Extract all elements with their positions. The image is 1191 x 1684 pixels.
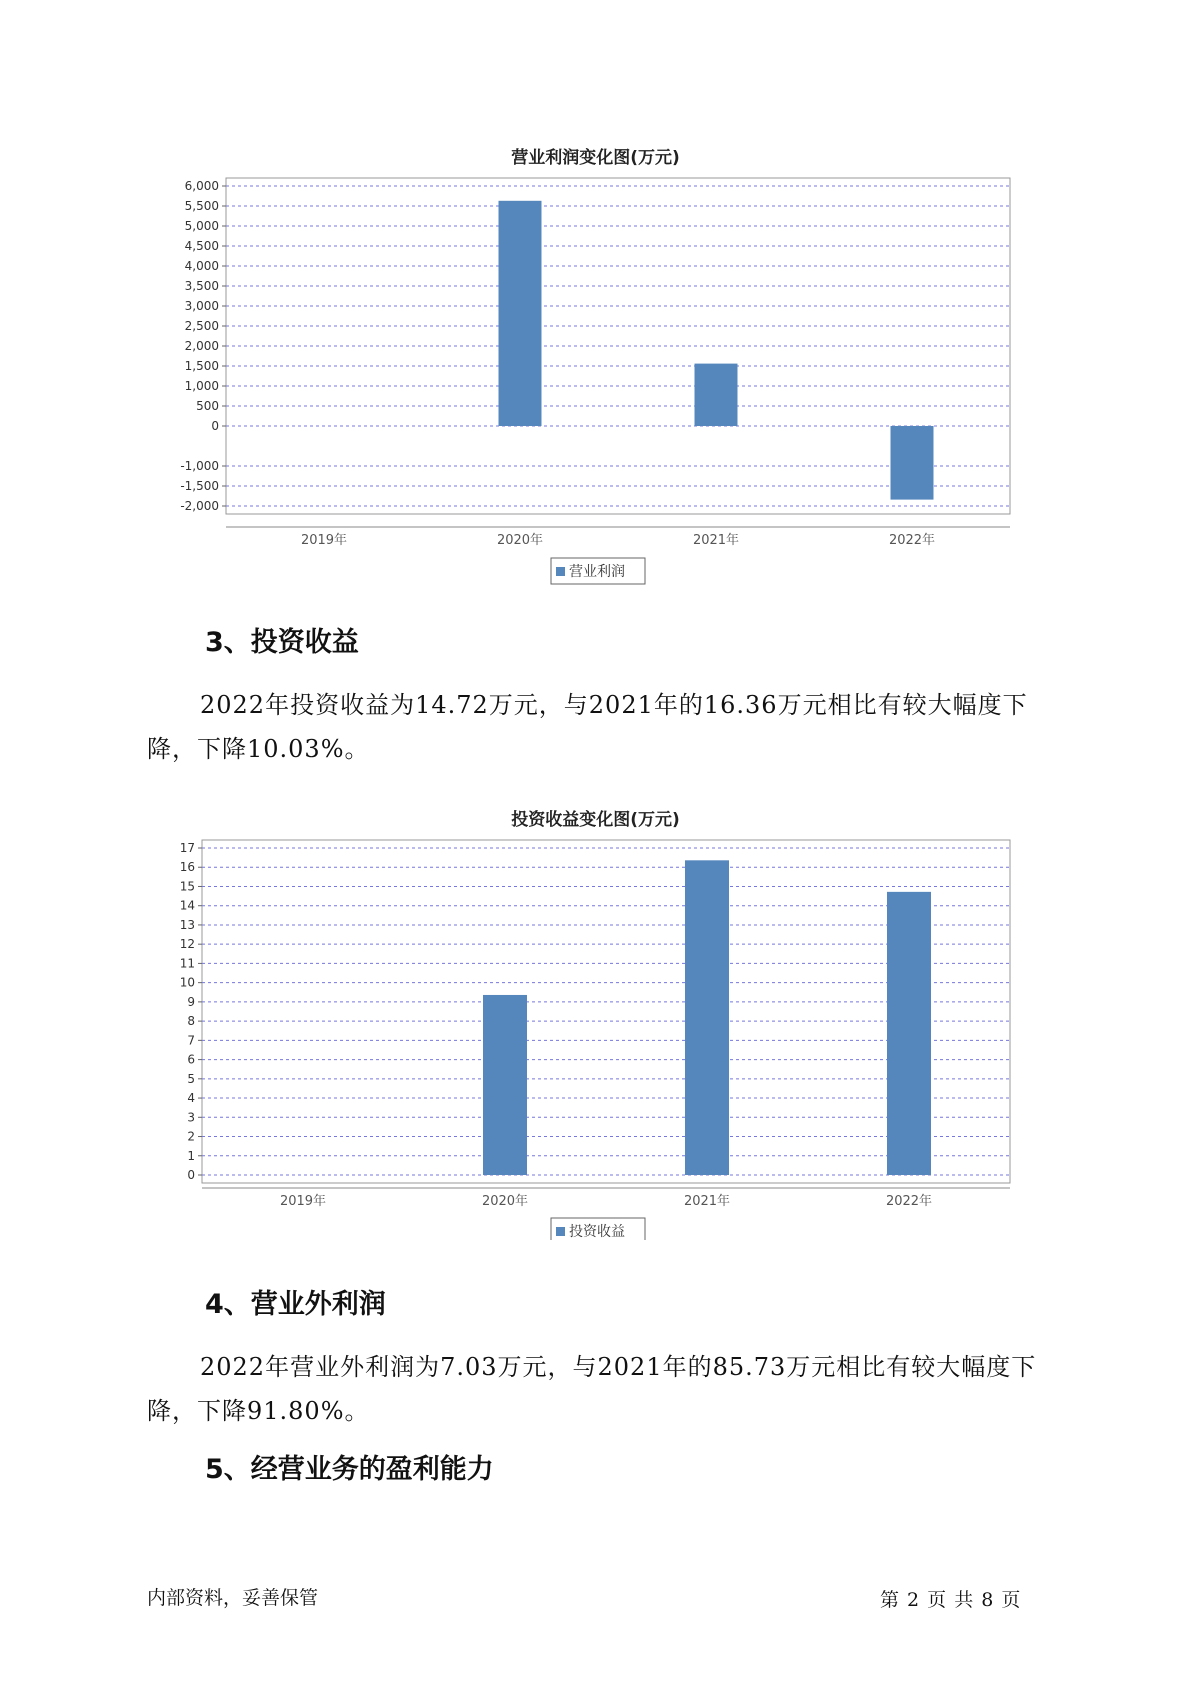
chart2-title: 投资收益变化图(万元) bbox=[511, 810, 680, 830]
section-5-heading: 5、经营业务的盈利能力 bbox=[205, 1454, 494, 1485]
y-tick-label: 14 bbox=[179, 898, 195, 913]
y-tick-label: 4,500 bbox=[184, 239, 219, 253]
y-tick-label: 3,500 bbox=[184, 279, 219, 293]
y-tick-label: 15 bbox=[179, 879, 195, 894]
y-tick-label: 17 bbox=[179, 841, 195, 855]
x-tick-label: 2021年 bbox=[683, 1194, 731, 1209]
y-tick-label: 1 bbox=[187, 1148, 195, 1163]
y-tick-label: 0 bbox=[211, 419, 219, 433]
bar-2022年 bbox=[887, 892, 931, 1175]
x-tick-label: 2020年 bbox=[481, 1194, 529, 1209]
bar-2021年 bbox=[685, 860, 729, 1175]
y-tick-label: 1,000 bbox=[184, 379, 219, 393]
y-tick-label: -1,000 bbox=[180, 459, 219, 473]
y-tick-label: 5,000 bbox=[184, 219, 219, 233]
y-tick-label: 10 bbox=[179, 975, 195, 990]
legend-swatch bbox=[556, 1227, 565, 1236]
y-tick-label: 13 bbox=[179, 917, 195, 932]
x-tick-label: 2019年 bbox=[279, 1194, 327, 1209]
legend-label: 投资收益 bbox=[569, 1224, 625, 1240]
bar-2021年 bbox=[695, 364, 738, 426]
legend bbox=[551, 1218, 645, 1240]
x-tick-label: 2019年 bbox=[300, 533, 348, 548]
y-tick-label: -2,000 bbox=[180, 499, 219, 513]
y-tick-label: 6 bbox=[187, 1052, 195, 1067]
y-tick-label: 5 bbox=[187, 1071, 195, 1086]
y-tick-label: 12 bbox=[179, 937, 195, 952]
footer-page-number: 第 2 页 共 8 页 bbox=[880, 1589, 1022, 1611]
y-tick-label: 2,000 bbox=[184, 339, 219, 353]
legend-label: 营业利润 bbox=[569, 564, 625, 580]
x-tick-label: 2021年 bbox=[692, 533, 740, 548]
section-3-text: 2022年投资收益为14.72万元，与2021年的16.36万元相比有较大幅度下降，下降10.03%。 bbox=[147, 691, 1028, 763]
y-tick-label: 3 bbox=[187, 1110, 195, 1125]
y-tick-label: 7 bbox=[187, 1033, 195, 1048]
y-tick-label: 4,000 bbox=[184, 259, 219, 273]
y-tick-label: 8 bbox=[187, 1014, 195, 1029]
y-tick-label: 6,000 bbox=[184, 179, 219, 193]
x-tick-label: 2022年 bbox=[885, 1194, 933, 1209]
y-tick-label: 5,500 bbox=[184, 199, 219, 213]
y-tick-label: 9 bbox=[187, 994, 195, 1009]
section-3-heading: 3、投资收益 bbox=[205, 627, 359, 658]
x-tick-label: 2020年 bbox=[496, 533, 544, 548]
y-tick-label: 2,500 bbox=[184, 319, 219, 333]
operating-profit-chart bbox=[0, 160, 1191, 590]
investment-income-chart bbox=[0, 830, 1191, 1240]
y-tick-label: 3,000 bbox=[184, 299, 219, 313]
footer-confidential: 内部资料，妥善保管 bbox=[147, 1587, 319, 1609]
y-tick-label: 2 bbox=[187, 1129, 195, 1144]
y-tick-label: 16 bbox=[179, 860, 195, 875]
section-4-text: 2022年营业外利润为7.03万元，与2021年的85.73万元相比有较大幅度下降，下降91.80%。 bbox=[147, 1353, 1037, 1425]
section-4-heading: 4、营业外利润 bbox=[205, 1289, 386, 1320]
y-tick-label: 1,500 bbox=[184, 359, 219, 373]
chart1-title: 营业利润变化图(万元) bbox=[511, 148, 680, 168]
x-tick-label: 2022年 bbox=[888, 533, 936, 548]
y-tick-label: 500 bbox=[196, 399, 219, 413]
y-tick-label: 0 bbox=[187, 1168, 195, 1182]
y-tick-label: -1,500 bbox=[180, 479, 219, 493]
bar-2020年 bbox=[483, 995, 527, 1175]
bar-2020年 bbox=[499, 201, 542, 426]
bar-2022年 bbox=[891, 426, 934, 500]
y-tick-label: 4 bbox=[187, 1091, 195, 1106]
legend-swatch bbox=[556, 567, 565, 576]
legend bbox=[551, 558, 645, 584]
y-tick-label: 11 bbox=[179, 956, 195, 971]
